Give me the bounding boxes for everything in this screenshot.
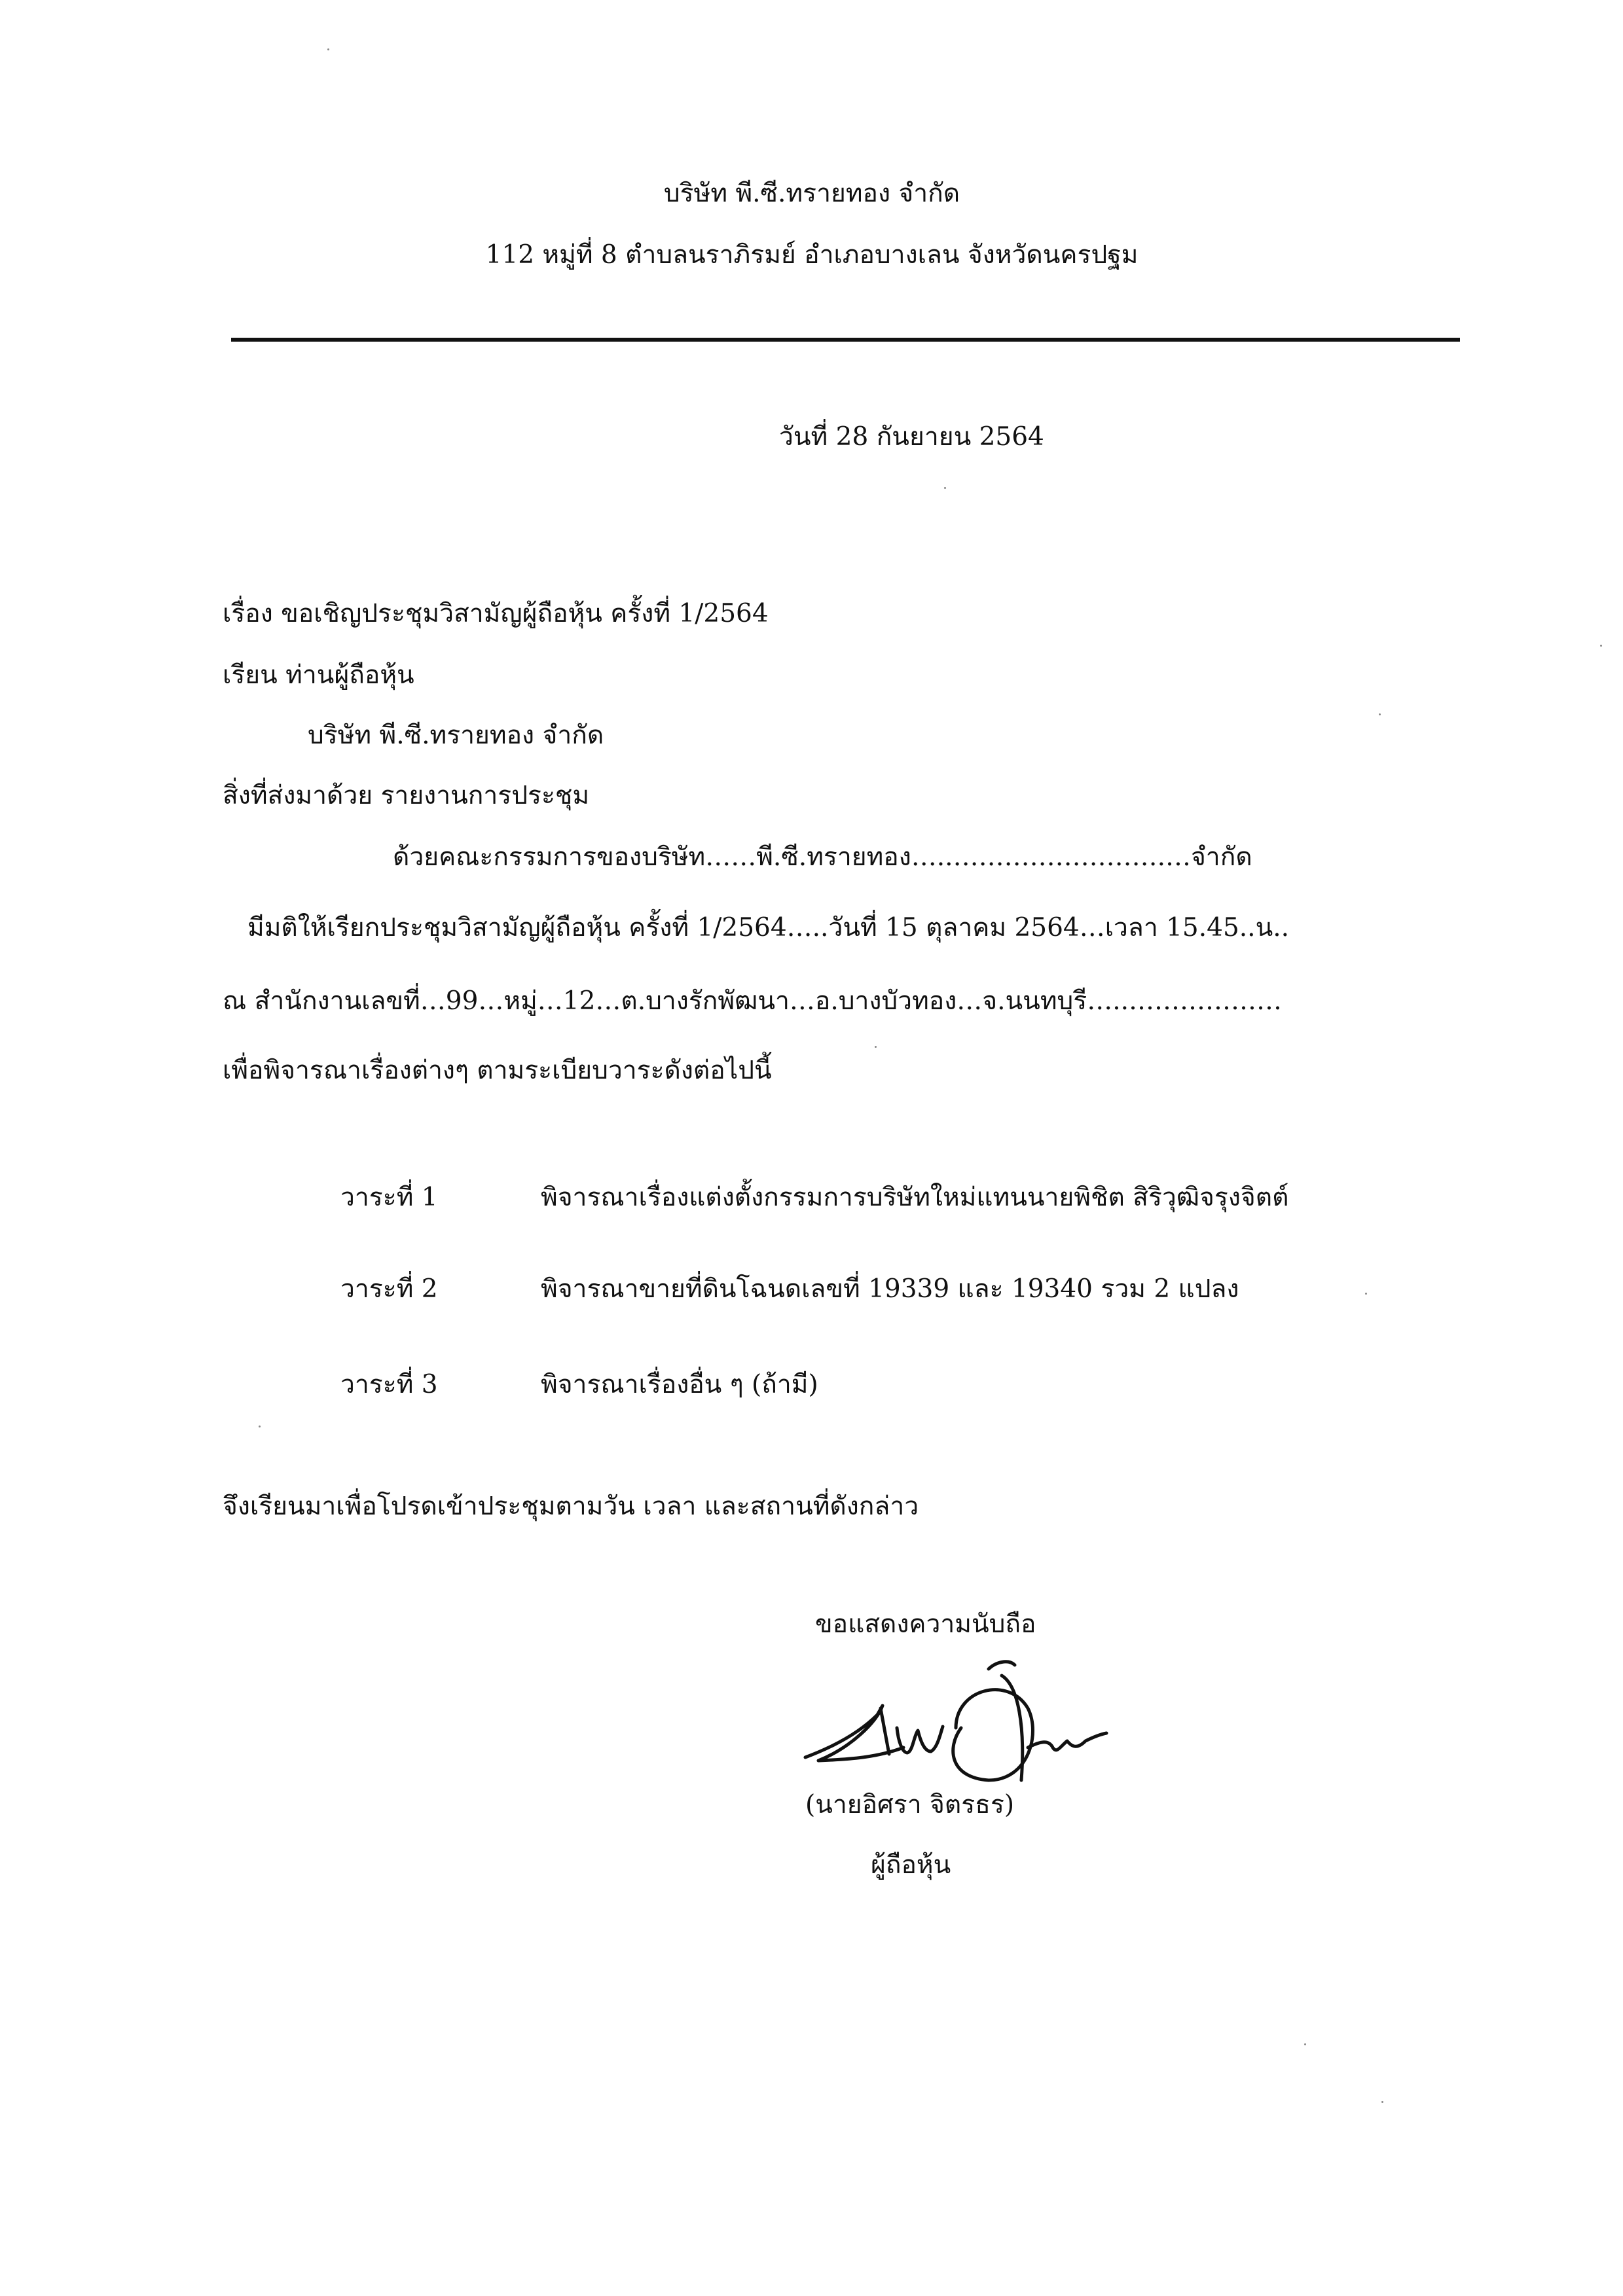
- body-line-2: มีมติให้เรียกประชุมวิสามัญผู้ถือหุ้น ครั้งที่ 1/2564…..วันที่ 15 ตุลาคม 2564…เวลา 15.45..น..: [247, 913, 1290, 942]
- signatory-name: (นายอิศรา จิตรธร): [805, 1790, 1015, 1820]
- scan-speck: [1365, 1293, 1367, 1295]
- regards-line: ขอแสดงความนับถือ: [815, 1609, 1036, 1639]
- signatory-title: ผู้ถือหุ้น: [871, 1850, 951, 1880]
- agenda-label-2: วาระที่ 2: [340, 1274, 438, 1304]
- agenda-label-3: วาระที่ 3: [340, 1370, 438, 1399]
- letter-date: วันที่ 28 กันยายน 2564: [779, 422, 1044, 452]
- subject-line: เรื่อง ขอเชิญประชุมวิสามัญผู้ถือหุ้น ครั้งที่ 1/2564: [223, 599, 769, 628]
- salutation-line: เรียน ท่านผู้ถือหุ้น: [223, 660, 414, 690]
- scan-speck: [1381, 2101, 1383, 2103]
- company-address: 112 หมู่ที่ 8 ตำบลนราภิรมย์ อำเภอบางเลน จังหวัดนครปฐม: [485, 240, 1139, 270]
- agenda-text-2: พิจารณาขายที่ดินโฉนดเลขที่ 19339 และ 19340 รวม 2 แปลง: [541, 1274, 1239, 1304]
- agenda-text-3: พิจารณาเรื่องอื่น ๆ (ถ้ามี): [541, 1370, 818, 1399]
- scan-speck: [944, 487, 946, 489]
- handwritten-signature: [792, 1649, 1146, 1806]
- scan-speck: [1304, 2043, 1306, 2045]
- scan-speck: [1600, 645, 1602, 647]
- agenda-label-1: วาระที่ 1: [340, 1183, 438, 1212]
- body-line-4: เพื่อพิจารณาเรื่องต่างๆ ตามระเบียบวาระดังต่อไปนี้: [223, 1056, 772, 1085]
- enclosure-line: สิ่งที่ส่งมาด้วย รายงานการประชุม: [223, 781, 590, 810]
- agenda-text-1: พิจารณาเรื่องแต่งตั้งกรรมการบริษัทใหม่แทนนายพิชิต สิริวุฒิจรุงจิตต์: [541, 1183, 1289, 1212]
- letterhead-divider: [231, 338, 1460, 342]
- scan-speck: [327, 48, 329, 50]
- scan-speck: [1379, 713, 1381, 715]
- scan-speck: [259, 1426, 261, 1427]
- salutation-company: บริษัท พี.ซี.ทรายทอง จำกัด: [308, 721, 604, 750]
- body-line-3: ณ สำนักงานเลขที่…99…หมู่…12…ต.บางรักพัฒนา…อ.บางบัวทอง…จ.นนทบุรี…..………………: [223, 986, 1283, 1016]
- closing-line: จึงเรียนมาเพื่อโปรดเข้าประชุมตามวัน เวลา และสถานที่ดังกล่าว: [223, 1492, 919, 1521]
- scan-speck: [875, 1046, 877, 1048]
- body-line-1: ด้วยคณะกรรมการของบริษัท……พี.ซี.ทรายทอง…..…………………….…จำกัด: [393, 842, 1252, 872]
- company-name: บริษัท พี.ซี.ทรายทอง จำกัด: [663, 179, 960, 208]
